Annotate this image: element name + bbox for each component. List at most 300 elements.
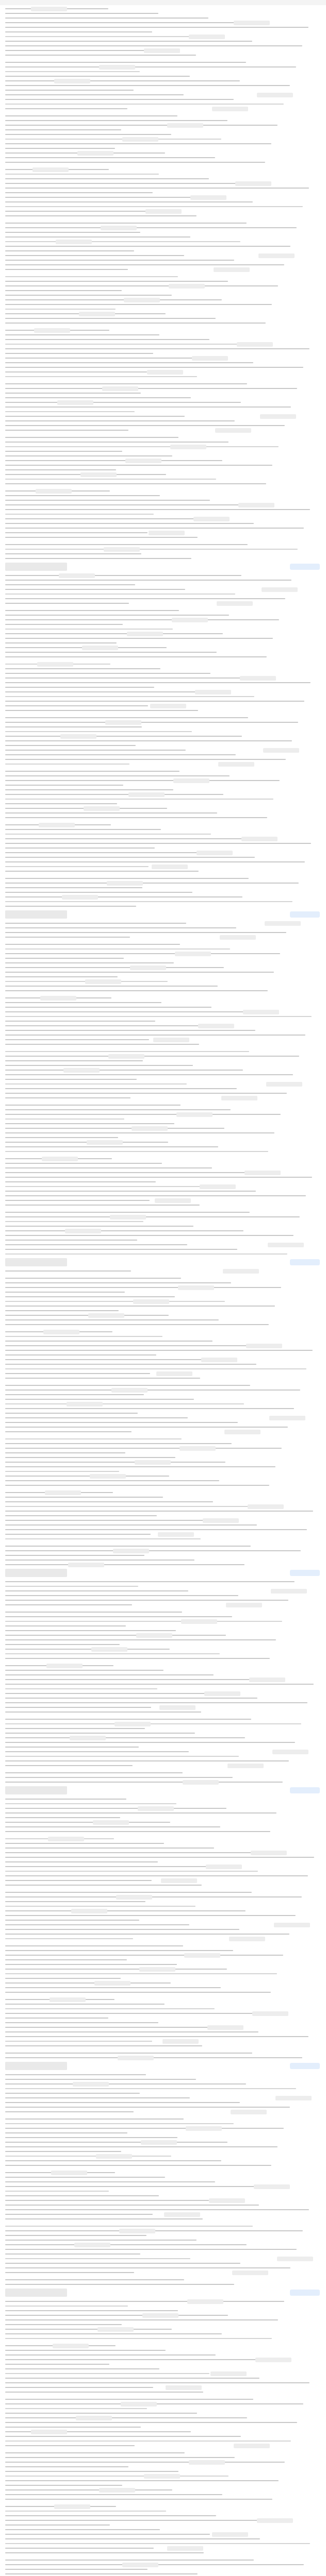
text-line: [5, 1630, 176, 1631]
text-line: [5, 1684, 314, 1685]
watermark-mark: [212, 107, 248, 111]
text-line: [5, 1808, 226, 1809]
text-line: [5, 62, 246, 63]
watermark-mark: [255, 2358, 291, 2362]
text-line: [5, 759, 286, 760]
text-line: [5, 1604, 132, 1605]
text-line: [5, 134, 171, 135]
text-line: [5, 652, 217, 653]
text-line: [5, 104, 284, 105]
text-line: [5, 1431, 132, 1432]
text-line: [5, 55, 196, 56]
section-badge: [290, 1570, 320, 1576]
text-line: [5, 2476, 229, 2477]
text-line: [5, 1497, 163, 1498]
watermark-mark: [54, 2504, 90, 2509]
text-line: [5, 1950, 233, 1951]
text-line: [5, 1408, 294, 1409]
text-line: [5, 857, 255, 858]
text-line: [5, 2560, 254, 2561]
text-line: [5, 1462, 225, 1463]
text-line: [5, 2036, 308, 2037]
text-line: [5, 852, 205, 853]
watermark-mark: [51, 2171, 87, 2175]
text-line: [5, 2373, 209, 2374]
text-line: [5, 2053, 252, 2054]
text-line: [5, 2515, 216, 2516]
text-line: [5, 1987, 221, 1988]
text-line: [5, 2111, 134, 2112]
text-line: [5, 1341, 213, 1342]
text-line: [5, 1310, 119, 1311]
text-line: [5, 948, 230, 950]
text-line: [5, 1181, 156, 1182]
text-line: [5, 1723, 301, 1724]
text-line: [5, 736, 242, 737]
text-line: [5, 1765, 133, 1766]
text-line: [5, 1959, 127, 1960]
watermark-mark: [91, 1647, 127, 1652]
watermark-mark: [170, 445, 206, 449]
text-line: [5, 1177, 312, 1178]
watermark-mark: [206, 1865, 242, 1869]
text-line: [5, 1728, 145, 1729]
watermark-mark: [198, 1024, 234, 1028]
watermark-mark: [71, 1909, 107, 1913]
text-line: [5, 1973, 277, 1974]
text-line: [5, 1520, 207, 1521]
watermark-mark: [147, 370, 183, 375]
text-line: [5, 794, 223, 795]
text-line: [5, 1163, 162, 1164]
watermark-mark: [237, 342, 273, 347]
text-line: [5, 1443, 232, 1444]
text-line: [5, 1324, 269, 1325]
text-line: [5, 2494, 222, 2495]
watermark-mark: [241, 837, 278, 841]
text-line: [5, 1733, 195, 1734]
text-line: [5, 2485, 122, 2486]
text-line: [5, 1945, 183, 1946]
text-line: [5, 479, 216, 480]
text-line: [5, 1016, 312, 1017]
watermark-mark: [223, 1269, 259, 1274]
text-line: [5, 1688, 157, 1689]
text-line: [5, 2156, 171, 2157]
text-line: [5, 2235, 146, 2236]
text-line: [5, 2480, 279, 2481]
watermark-mark: [82, 646, 118, 650]
text-line: [5, 2191, 109, 2192]
text-line: [5, 2041, 152, 2042]
watermark-mark: [189, 2460, 225, 2465]
watermark-mark: [74, 2243, 110, 2247]
text-line: [5, 1564, 244, 1565]
watermark-mark: [135, 1460, 171, 1465]
text-line: [5, 99, 234, 100]
text-line: [5, 848, 155, 849]
text-line: [5, 2195, 159, 2196]
watermark-mark: [266, 1082, 302, 1087]
text-line: [5, 2205, 259, 2206]
text-line: [5, 1799, 126, 1800]
text-line: [5, 2160, 221, 2161]
text-line: [5, 367, 303, 368]
watermark-mark: [180, 1446, 216, 1451]
text-line: [5, 1892, 252, 1893]
section-heading: [5, 1569, 67, 1577]
text-line: [5, 2359, 266, 2360]
text-line: [5, 1065, 193, 1066]
watermark-mark: [108, 1054, 144, 1059]
text-line: [5, 1093, 287, 1094]
text-line: [5, 883, 299, 884]
watermark-mark: [144, 48, 180, 53]
text-line: [5, 673, 210, 674]
watermark-mark: [34, 328, 70, 333]
watermark-mark: [240, 676, 276, 681]
text-line: [5, 188, 309, 189]
text-line: [5, 2013, 265, 2014]
text-line: [5, 2573, 198, 2574]
watermark-mark: [90, 1474, 126, 1479]
text-line: [5, 1074, 293, 1075]
text-line: [5, 2413, 197, 2414]
text-line: [5, 260, 234, 261]
text-line: [5, 1679, 264, 1680]
text-line: [5, 1030, 255, 1031]
text-line: [5, 2354, 216, 2355]
text-line: [5, 1079, 137, 1080]
text-line: [5, 281, 228, 282]
text-line: [5, 1097, 131, 1098]
watermark-mark: [234, 2444, 270, 2448]
text-line: [5, 1296, 175, 1297]
section-badge: [290, 2290, 320, 2296]
watermark-mark: [76, 2416, 112, 2420]
text-line: [5, 125, 278, 126]
watermark-mark: [263, 748, 299, 753]
text-line: [5, 504, 260, 505]
watermark-mark: [207, 2025, 243, 2030]
text-line: [5, 838, 261, 839]
watermark-mark: [139, 1967, 175, 1972]
watermark-mark: [79, 312, 115, 316]
text-line: [5, 1938, 133, 1939]
watermark-mark: [115, 1722, 151, 1726]
text-line: [5, 1056, 299, 1057]
text-line: [5, 309, 116, 310]
watermark-mark: [181, 1619, 217, 1624]
text-line: [5, 1719, 251, 1720]
text-line: [5, 878, 249, 879]
text-line: [5, 962, 174, 963]
text-line: [5, 2310, 178, 2311]
text-line: [5, 276, 178, 277]
text-line: [5, 2018, 108, 2019]
watermark-mark: [138, 1806, 174, 1811]
text-line: [5, 923, 186, 924]
text-line: [5, 896, 242, 897]
text-line: [5, 1524, 257, 1526]
watermark-mark: [169, 284, 205, 289]
text-line: [5, 624, 123, 625]
text-line: [5, 1200, 150, 1201]
text-line: [5, 2543, 310, 2544]
text-line: [5, 1123, 174, 1124]
watermark-mark: [244, 1171, 281, 1175]
watermark-mark: [220, 935, 256, 940]
text-line: [5, 750, 186, 751]
text-line: [5, 2142, 227, 2143]
watermark-mark: [136, 1633, 172, 1638]
watermark-mark: [183, 1780, 219, 1785]
text-line: [5, 532, 148, 533]
text-line: [5, 2209, 309, 2210]
text-line: [5, 27, 308, 28]
text-line: [5, 1885, 202, 1886]
watermark-mark: [73, 2082, 109, 2087]
text-line: [5, 2441, 291, 2442]
watermark-mark: [271, 1589, 307, 1594]
text-line: [5, 348, 309, 349]
text-line: [5, 1924, 189, 1925]
watermark-mark: [193, 517, 230, 521]
text-line: [5, 1282, 231, 1283]
text-line: [5, 1760, 289, 1761]
text-line: [5, 687, 154, 688]
watermark-mark: [164, 2212, 200, 2217]
text-line: [5, 90, 134, 91]
text-line: [5, 2214, 153, 2215]
watermark-mark: [32, 167, 69, 172]
text-line: [5, 1848, 214, 1849]
text-line: [5, 1777, 233, 1778]
text-line: [5, 2177, 165, 2178]
text-line: [5, 1600, 288, 1601]
text-line: [5, 1595, 238, 1596]
text-line: [5, 1625, 126, 1626]
text-line: [5, 2368, 159, 2369]
text-line: [5, 1866, 208, 1867]
text-line: [5, 2123, 234, 2124]
watermark-mark: [97, 2327, 134, 2332]
text-line: [5, 1221, 143, 1222]
watermark-mark: [215, 428, 251, 433]
text-line: [5, 2466, 128, 2467]
text-line: [5, 1534, 151, 1535]
text-line: [5, 483, 266, 484]
text-line: [5, 1649, 170, 1650]
text-line: [5, 1253, 287, 1255]
watermark-mark: [209, 2198, 245, 2203]
watermark-mark: [110, 1215, 146, 1219]
text-line: [5, 406, 291, 408]
watermark-mark: [212, 2532, 248, 2537]
watermark-mark: [43, 1330, 79, 1334]
text-line: [5, 241, 240, 242]
watermark-mark: [132, 1126, 168, 1131]
text-line: [5, 318, 216, 319]
text-line: [5, 589, 185, 590]
watermark-mark: [122, 2563, 158, 2567]
text-line: [5, 2258, 190, 2259]
text-line: [5, 334, 159, 335]
watermark-mark: [125, 459, 161, 463]
watermark-mark: [40, 996, 76, 1001]
text-line: [5, 2315, 228, 2316]
text-line: [5, 455, 172, 456]
text-line: [5, 972, 274, 973]
watermark-mark: [204, 1691, 240, 1696]
section-badge: [290, 1787, 320, 1793]
watermark-mark: [235, 181, 271, 186]
text-line: [5, 1070, 243, 1071]
text-line: [5, 1992, 271, 1993]
watermark-mark: [167, 123, 203, 128]
text-line: [5, 264, 284, 265]
watermark-mark: [190, 195, 226, 200]
watermark-mark: [101, 226, 137, 230]
watermark-mark: [39, 823, 75, 827]
text-line: [5, 371, 147, 372]
text-line: [5, 843, 311, 844]
text-line: [5, 192, 153, 193]
watermark-mark: [142, 2313, 178, 2318]
watermark-mark: [161, 1878, 197, 1883]
text-line: [5, 148, 115, 149]
watermark-mark: [175, 952, 211, 956]
text-line: [5, 817, 267, 818]
text-line: [5, 1635, 226, 1636]
watermark-mark: [118, 2056, 154, 2060]
watermark-mark: [260, 414, 296, 419]
text-line: [5, 120, 227, 121]
text-line: [5, 944, 180, 945]
watermark-mark: [127, 632, 163, 636]
text-line: [5, 1039, 149, 1040]
text-line: [5, 1812, 276, 1814]
text-line: [5, 1511, 313, 1512]
watermark-mark: [96, 2154, 132, 2159]
text-line: [5, 1822, 170, 1823]
text-line: [5, 1906, 195, 1907]
section-heading: [5, 2062, 67, 2070]
text-line: [5, 2132, 127, 2133]
text-line: [5, 425, 285, 426]
text-line: [5, 523, 254, 524]
text-line: [5, 537, 198, 538]
watermark-mark: [275, 2096, 312, 2100]
text-line: [5, 2031, 258, 2032]
text-line: [5, 528, 304, 529]
watermark-mark: [184, 1953, 220, 1958]
text-line: [5, 2387, 153, 2388]
watermark-mark: [221, 1096, 257, 1100]
watermark-mark: [153, 1038, 189, 1042]
text-line: [5, 2524, 110, 2526]
text-line: [5, 1756, 239, 1757]
text-line: [5, 1707, 151, 1708]
text-line: [5, 1172, 262, 1173]
text-line: [5, 1422, 238, 1423]
text-line: [5, 705, 148, 706]
text-line: [5, 1529, 307, 1530]
watermark-mark: [122, 137, 158, 142]
text-line: [5, 2244, 247, 2245]
section-heading: [5, 1786, 67, 1794]
text-line: [5, 2165, 271, 2166]
text-line: [5, 1427, 288, 1428]
text-line: [5, 1653, 220, 1654]
watermark-mark: [162, 2039, 199, 2044]
watermark-mark: [156, 1371, 192, 1376]
watermark-mark: [246, 1344, 282, 1348]
watermark-mark: [217, 601, 253, 606]
text-line: [5, 1590, 188, 1591]
watermark-mark: [31, 7, 67, 11]
text-line: [5, 2529, 160, 2530]
section-heading: [5, 910, 67, 919]
text-line: [5, 1861, 158, 1862]
watermark-mark: [84, 806, 120, 811]
watermark-mark: [111, 1388, 148, 1393]
text-line: [5, 437, 178, 438]
text-line: [5, 1035, 305, 1036]
text-line: [5, 2511, 166, 2512]
text-line: [5, 2249, 297, 2250]
text-line: [5, 633, 223, 634]
text-line: [5, 764, 129, 765]
text-line: [5, 269, 128, 270]
text-line: [5, 1240, 137, 1241]
watermark-mark: [172, 618, 208, 622]
text-line: [5, 255, 184, 256]
text-line: [5, 775, 230, 776]
text-line: [5, 906, 136, 907]
text-line: [5, 1167, 212, 1168]
text-line: [5, 1616, 232, 1617]
text-line: [5, 430, 128, 431]
text-line: [5, 2538, 260, 2539]
text-line: [5, 108, 127, 109]
text-line: [5, 1978, 121, 1979]
watermark-mark: [80, 472, 117, 477]
text-line: [5, 1002, 161, 1003]
text-line: [5, 420, 235, 421]
text-line: [5, 785, 123, 786]
watermark-mark: [104, 547, 140, 552]
text-line: [5, 1235, 294, 1236]
watermark-mark: [65, 1229, 101, 1233]
text-line: [5, 1350, 313, 1351]
text-line: [5, 285, 278, 286]
text-line: [5, 2319, 278, 2320]
text-line: [5, 953, 280, 954]
text-line: [5, 1880, 152, 1881]
text-line: [5, 1639, 276, 1640]
text-line: [5, 174, 159, 175]
text-line: [5, 1025, 205, 1026]
watermark-mark: [258, 253, 295, 258]
text-line: [5, 1698, 257, 1699]
text-line: [5, 94, 184, 95]
text-line: [5, 701, 304, 702]
text-line: [5, 558, 191, 559]
text-line: [5, 1399, 194, 1400]
text-line: [5, 958, 124, 959]
text-line: [5, 402, 241, 403]
